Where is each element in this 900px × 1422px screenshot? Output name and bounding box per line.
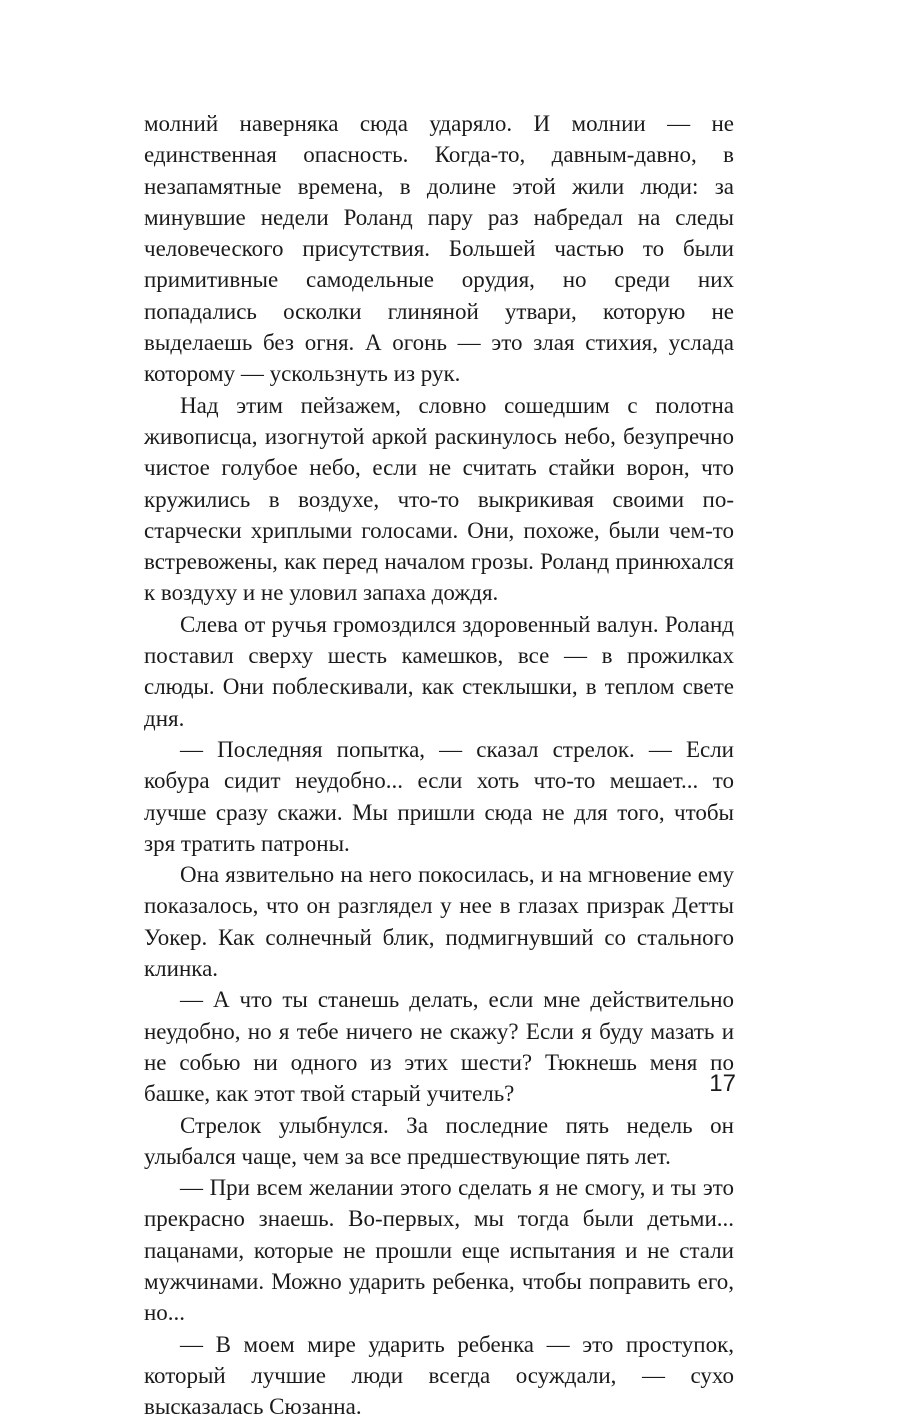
paragraph-4: — Последняя попытка, — сказал стрелок. — Если кобура сидит неудобно... если хоть что-то мешает... то лучше сразу скажи. Мы пришли сюда не для того, чтобы зря тратить патроны. xyxy=(144,736,734,856)
paragraph-6: — А что ты станешь делать, если мне действительно неудобно, но я тебе ничего не скажу? Если я буду мазать и не собью ни одного из этих шести? Тюкнешь меня по башке, как этот твой старый учитель? xyxy=(144,987,734,1107)
paragraph-5: Она язвительно на него покосилась, и на мгновение ему показалось, что он разглядел у нее в глазах призрак Детты Уокер. Как солнечный блик, подмигнувший со стального клинка. xyxy=(144,862,734,982)
paragraph-8: — При всем желании этого сделать я не смогу, и ты это прекрасно знаешь. Во-первых, мы тогда были детьми... пацанами, которые не прошли еще испытания и не стали мужчинами. Можно ударить ребенка, чтобы поправить его, но... xyxy=(144,1175,734,1326)
paragraph-3: Слева от ручья громоздился здоровенный валун. Роланд поставил сверху шесть камешков, все — в прожилках слюды. Они поблескивали, как стеклышки, в теплом свете дня. xyxy=(144,611,734,731)
paragraph-1: молний наверняка сюда ударяло. И молнии — не единственная опасность. Когда-то, давным-давно, в незапамятные времена, в долине этой жили люди: за минувшие недели Роланд пару раз набредал на следы человеческого присутствия. Большей частью то были примитивные самодельные орудия, но среди них попадались осколки глиняной утвари, которую не выделаешь без огня. А огонь — это злая стихия, услада которому — ускользнуть из рук. xyxy=(144,111,734,387)
page-body xyxy=(144,108,734,1422)
page-number: 17 xyxy=(709,1070,736,1097)
paragraph-2: Над этим пейзажем, словно сошедшим с полотна живописца, изогнутой аркой раскинулось небо, безупречно чистое голубое небо, если не считать стайки ворон, что кружились в воздухе, что-то выкрикивая своими по-старчески хриплыми голосами. Они, похоже, были чем-то встревожены, как перед началом грозы. Роланд принюхался к воздуху и не уловил запаха дождя. xyxy=(144,392,734,606)
paragraph-7: Стрелок улыбнулся. За последние пять недель он улыбался чаще, чем за все предшествующие пять лет. xyxy=(144,1112,734,1169)
paragraph-9: — В моем мире ударить ребенка — это проступок, который лучшие люди всегда осуждали, — сухо высказалась Сюзанна. xyxy=(144,1331,734,1420)
